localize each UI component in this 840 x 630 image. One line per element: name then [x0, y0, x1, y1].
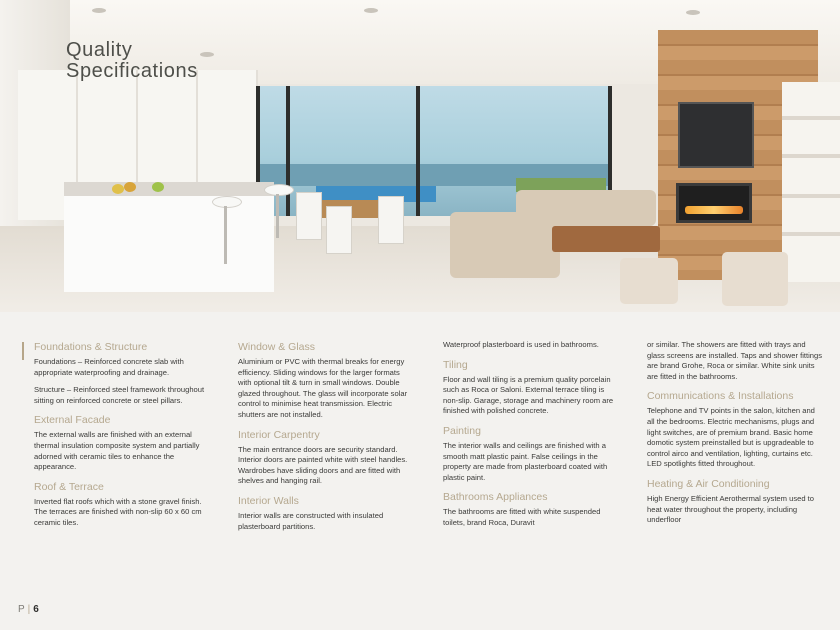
fire-flames — [685, 206, 743, 214]
bar-stool-leg — [224, 206, 227, 264]
heading-roof-terrace: Roof & Terrace — [34, 480, 104, 493]
shelf — [782, 194, 840, 198]
shelf — [782, 154, 840, 158]
page-title-line-1: Quality — [66, 39, 133, 61]
text-interior-walls: Interior walls are constructed with insulated plasterboard partitions. — [238, 510, 384, 531]
text-painting: The interior walls and ceilings are finished with a smooth matt plastic paint. False ceilings in the property are made from plasterboard coated with plastic paint. — [443, 440, 608, 482]
spec-column-4 — [647, 340, 823, 533]
heading-heating-air-conditioning: Heating & Air Conditioning — [647, 477, 770, 490]
coffee-table — [552, 226, 660, 252]
heading-communications-installations: Communications & Installations — [647, 390, 794, 403]
text-heating-air-conditioning: High Energy Efficient Aerothermal system used to heat water throughout the property, including underfloor — [647, 493, 815, 525]
fruit-bowl — [124, 182, 136, 192]
dining-chair — [326, 206, 352, 254]
ceiling-downlight — [92, 8, 106, 13]
text-interior-carpentry: The main entrance doors are security standard. Interior doors are painted white with steel handles. Wardrobes have sliding doors and are fitted with shelves and hanging rail. — [238, 444, 408, 486]
fruit-bowl — [112, 184, 124, 194]
heading-foundations-structure: Foundations & Structure — [34, 341, 148, 353]
television — [678, 102, 754, 168]
window-frame — [416, 86, 420, 216]
sofa — [516, 190, 656, 226]
page-title — [66, 40, 198, 82]
text-window-glass: Aluminium or PVC with thermal breaks for energy efficiency. Sliding windows for the larger formats with optional tilt & turn in small windows. Double glazed throughout. The glass will incorporate solar control to minimise heat transmission. Electric shutters are not installed. — [238, 357, 408, 419]
spec-column-3 — [443, 340, 619, 536]
bar-stool-leg — [276, 194, 279, 238]
heading-painting: Painting — [443, 424, 481, 437]
page-number-value: 6 — [33, 604, 39, 615]
dining-chair — [378, 196, 404, 244]
text-bathrooms-appliances: The bathrooms are fitted with white suspended toilets, brand Roca, Duravit — [443, 507, 601, 527]
heading-interior-carpentry: Interior Carpentry — [238, 428, 320, 441]
heading-external-facade: External Facade — [34, 414, 111, 427]
kitchen-island — [64, 182, 274, 292]
heading-window-glass: Window & Glass — [238, 341, 316, 353]
dining-chair — [296, 192, 322, 240]
bookshelf — [782, 82, 840, 282]
page-title-line-2: Specifications — [66, 60, 198, 82]
section-accent-bar — [22, 342, 24, 360]
text-roof-terrace: Inverted flat roofs which with a stone gravel finish. The terraces are finished with non-slip 60 x 60 cm ceramic tiles. — [34, 496, 202, 527]
text-communications-installations: Telephone and TV points in the salon, kitchen and all the bedrooms. Electric mechanisms, plugs and light switches, are of premium brand. Basic home domotic system preinstalled but is upgradeable to control airco and ventilation, lighting, curtains etc. LED spotlights fitted throughout. — [647, 406, 815, 469]
page-number — [18, 604, 39, 615]
page-separator: | — [27, 604, 31, 615]
text-waterproof-plasterboard: Waterproof plasterboard is used in bathrooms. — [443, 340, 599, 349]
text-external-facade: The external walls are finished with an external thermal insulation composite system and partially adorned with ceramic tiles to enhance the appearance. — [34, 430, 200, 472]
text-structure: Structure – Reinforced steel framework throughout sitting on reinforced concrete or steel pillars. — [34, 385, 205, 405]
pouf — [722, 252, 788, 306]
text-foundations: Foundations – Reinforced concrete slab with appropriate waterproofing and drainage. — [34, 357, 184, 377]
bar-stool — [264, 184, 294, 196]
text-bathrooms-continued: or similar. The showers are fitted with trays and glass screens are installed. Taps and shower fittings are brand Grohe, Roca or similar. White sink units are fitted in the bathrooms. — [647, 340, 823, 381]
ceiling-downlight — [364, 8, 378, 13]
heading-bathrooms-appliances: Bathrooms Appliances — [443, 491, 548, 504]
fireplace — [676, 183, 752, 223]
heading-interior-walls: Interior Walls — [238, 494, 299, 507]
spec-column-1 — [34, 340, 210, 536]
shelf — [782, 232, 840, 236]
page-prefix: P — [18, 604, 25, 615]
fruit-bowl — [152, 182, 164, 192]
shelf — [782, 116, 840, 120]
spec-column-2 — [238, 340, 414, 539]
pouf — [620, 258, 678, 304]
window-frame — [286, 86, 290, 216]
heading-tiling: Tiling — [443, 358, 468, 371]
ceiling-downlight — [686, 10, 700, 15]
bar-stool — [212, 196, 242, 208]
ceiling-downlight — [200, 52, 214, 57]
text-tiling: Floor and wall tiling is a premium quality porcelain such as Roca or Saloni. External terrace tiling is non-slip. Garage, storage and machinery room are finished with polished concrete. — [443, 374, 614, 416]
